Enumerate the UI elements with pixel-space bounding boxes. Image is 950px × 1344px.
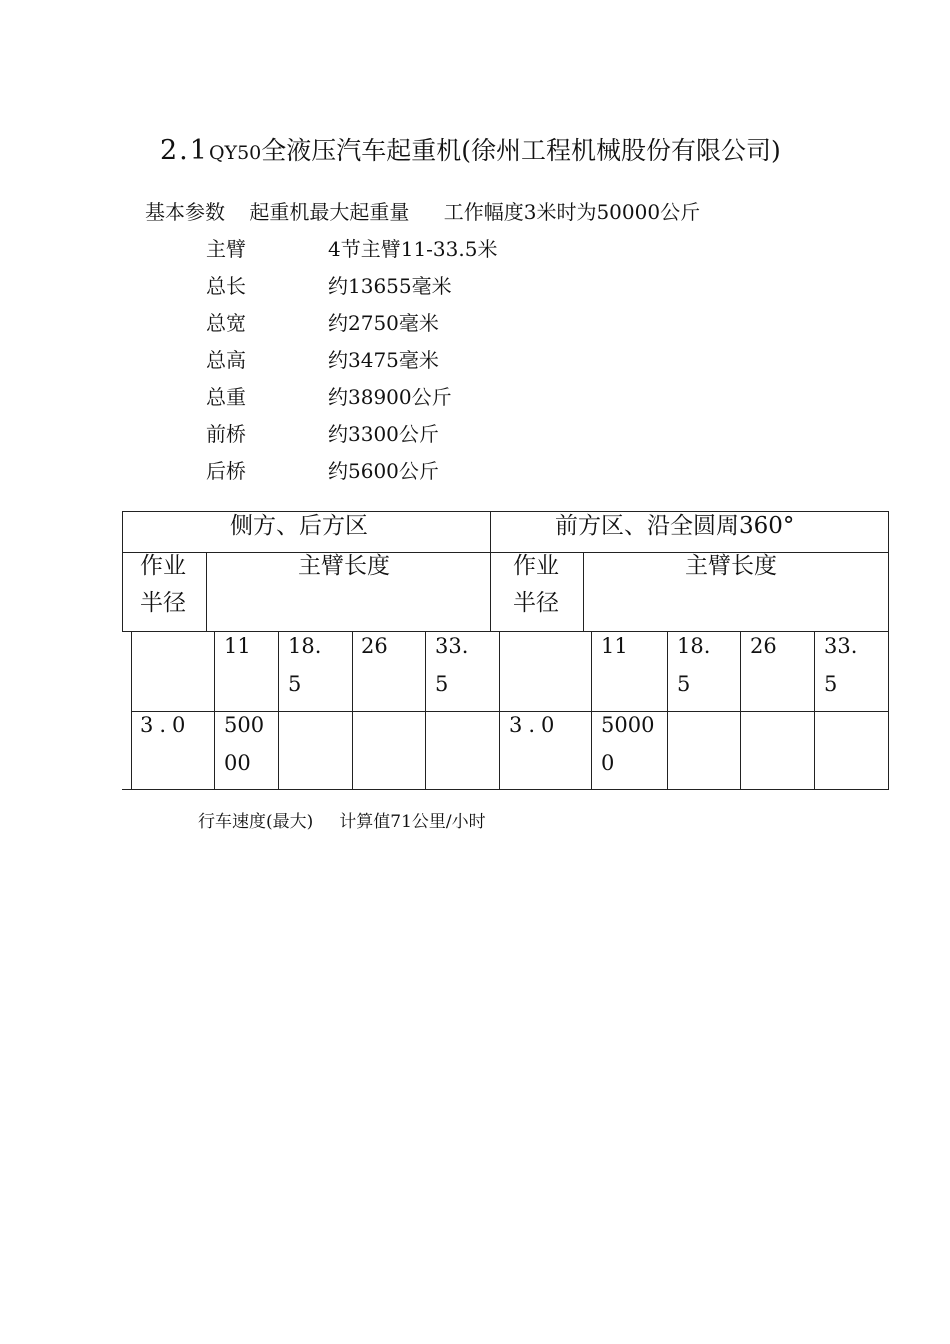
- table-bottom: [122, 789, 889, 790]
- boom-value: 26: [750, 634, 777, 658]
- spec-value: 约5600公斤: [328, 459, 439, 483]
- boom-value: 18.: [677, 634, 711, 658]
- crane-model: QY50: [208, 142, 262, 164]
- col-line: [888, 632, 889, 790]
- speed-label: 行车速度(最大): [198, 812, 314, 832]
- spec-key: 总高: [206, 348, 246, 372]
- section-title: [160, 134, 781, 170]
- section-number: 2.1: [160, 135, 209, 166]
- boom-value: 11: [601, 634, 628, 658]
- spec-value: 约38900公斤: [328, 385, 452, 409]
- radius-header-bottom: 半径: [513, 590, 559, 616]
- radius-divider-left: [206, 552, 207, 632]
- left-zone-header: 侧方、后方区: [230, 513, 368, 539]
- col-line: [591, 632, 592, 790]
- right-zone-header: 前方区、沿全圆周360°: [555, 513, 795, 539]
- load-value: 5000: [601, 713, 655, 737]
- load-value: 500: [224, 713, 265, 737]
- col-line: [814, 632, 815, 790]
- zone-divider: [490, 511, 491, 632]
- boom-value: 33.: [824, 634, 858, 658]
- spec-value: 约3300公斤: [328, 422, 439, 446]
- col-line: [214, 632, 215, 790]
- spec-value: 4节主臂11-33.5米: [328, 237, 498, 261]
- boom-value-cont: 5: [824, 672, 838, 696]
- travel-speed-line: [198, 810, 486, 834]
- boom-value: 11: [224, 634, 251, 658]
- spec-key: 总重: [206, 385, 246, 409]
- radius-value: 3.0: [140, 713, 192, 737]
- boom-length-header: 主臂长度: [685, 553, 777, 579]
- radius-header-top: 作业: [513, 553, 559, 579]
- basic-item: 起重机最大起重量: [249, 200, 410, 224]
- spec-value: 约13655毫米: [328, 274, 452, 298]
- load-value-cont: 0: [601, 751, 615, 775]
- crane-name: 全液压汽车起重机(徐州工程机械股份有限公司): [261, 136, 781, 165]
- basic-value: 工作幅度3米时为50000公斤: [443, 200, 701, 224]
- col-line: [352, 632, 353, 790]
- basic-label: 基本参数: [145, 200, 225, 224]
- radius-divider-right: [583, 552, 584, 632]
- spec-key: 前桥: [206, 422, 246, 446]
- radius-header-bottom: 半径: [140, 590, 186, 616]
- radius-header-top: 作业: [140, 553, 186, 579]
- col-line: [278, 632, 279, 790]
- boom-value-cont: 5: [677, 672, 691, 696]
- basic-params-line: [145, 199, 700, 225]
- spec-key: 后桥: [206, 459, 246, 483]
- boom-value: 33.: [435, 634, 469, 658]
- spec-value: 约3475毫米: [328, 348, 439, 372]
- col-line: [425, 632, 426, 790]
- boom-value-cont: 5: [288, 672, 302, 696]
- boom-value: 18.: [288, 634, 322, 658]
- spec-value: 约2750毫米: [328, 311, 439, 335]
- radius-value: 3.0: [509, 713, 561, 737]
- spec-key: 主臂: [206, 237, 246, 261]
- col-line: [131, 632, 132, 790]
- boom-value: 26: [361, 634, 388, 658]
- col-line: [667, 632, 668, 790]
- col-line: [499, 632, 500, 790]
- spec-key: 总宽: [206, 311, 246, 335]
- boom-length-header: 主臂长度: [298, 553, 390, 579]
- boom-value-cont: 5: [435, 672, 449, 696]
- speed-value: 计算值71公里/小时: [339, 812, 486, 832]
- spec-key: 总长: [206, 274, 246, 298]
- col-line: [740, 632, 741, 790]
- load-value-cont: 00: [224, 751, 251, 775]
